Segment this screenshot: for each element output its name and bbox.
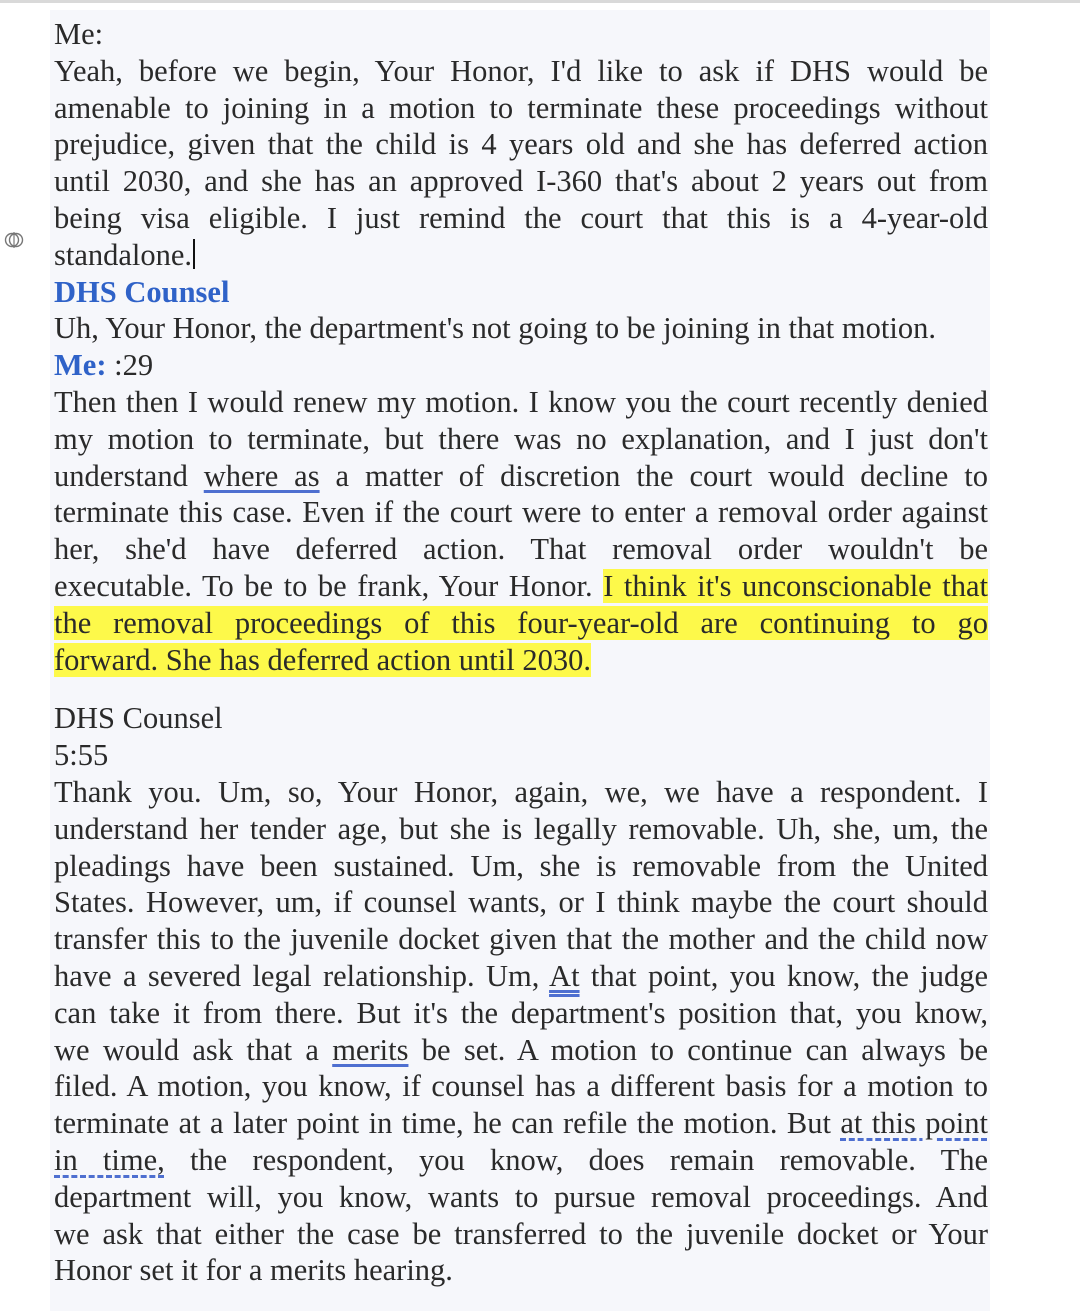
paragraph-line: my motion to terminate, but there was no explanation, and I just don't [54, 421, 988, 456]
highlighted-text: forward. She has deferred action until 2030. [54, 642, 591, 677]
paragraph-line-last: Honor set it for a merits hearing. [54, 1253, 453, 1288]
paragraph-line [54, 458, 988, 495]
paragraph-line-last [54, 237, 988, 274]
paragraph-line [54, 568, 988, 605]
paragraph-line: department will, you know, wants to pursue removal proceedings. And [54, 1179, 988, 1214]
paragraph-line: transfer this to the juvenile docket given that the mother and the child now [54, 922, 988, 957]
speaker-header [54, 347, 988, 384]
paragraph-line: Uh, Your Honor, the department's not going to be joining in that motion. [54, 311, 936, 346]
speaker-label: Me: [54, 348, 107, 383]
timestamp: 5:55 [54, 738, 109, 773]
top-divider [0, 0, 1080, 3]
paragraph-line: Thank you. Um, so, Your Honor, again, we, we have a respondent. I [54, 774, 988, 809]
speaker-label: DHS Counsel [54, 701, 223, 736]
highlighted-text: I think it's unconscionable that [603, 568, 988, 603]
highlighted-text: the removal proceedings of this four-year-old are continuing to go [54, 605, 988, 640]
text-run: have a severed legal relationship. Um, [54, 958, 550, 993]
paragraph-line: her, she'd have deferred action. That removal order wouldn't be [54, 532, 988, 567]
document-page[interactable] [50, 10, 990, 1311]
transcript-body[interactable] [54, 16, 988, 1289]
paragraph-gap [54, 678, 988, 700]
paragraph-line [54, 958, 988, 995]
text-run: the respondent, you know, does remain removable. The [164, 1142, 988, 1177]
paragraph-line: States. However, um, if counsel wants, or I think maybe the court should [54, 885, 988, 920]
paragraph-line [54, 1032, 988, 1069]
style-suggestion[interactable]: at this point [840, 1106, 988, 1141]
style-suggestion[interactable]: in time, [54, 1142, 165, 1177]
speaker-label: Me: [54, 17, 104, 51]
paragraph-line: filed. A motion, you know, if counsel has a different basis for a motion to [54, 1069, 988, 1104]
paragraph-line-last [54, 642, 988, 679]
paragraph-line: until 2030, and she has an approved I-360 that's about 2 years out from [54, 164, 988, 199]
paragraph-line [54, 605, 988, 642]
spelling-suggestion[interactable]: merits [332, 1032, 409, 1067]
paragraph-text: standalone. [54, 237, 193, 272]
paragraph-line: understand her tender age, but she is legally removable. Uh, she, um, the [54, 811, 988, 846]
paragraph-line: Then then I would renew my motion. I know you the court recently denied [54, 384, 988, 419]
paragraph-line: being visa eligible. I just remind the court that this is a 4-year-old [54, 200, 988, 235]
comment-marker-icon[interactable] [3, 229, 25, 251]
paragraph-line: amenable to joining in a motion to terminate these proceedings without [54, 90, 988, 125]
paragraph-line: terminate this case. Even if the court were to enter a removal order against [54, 495, 988, 530]
speaker-label: DHS Counsel [54, 274, 230, 309]
text-run: that point, you know, the judge [579, 958, 988, 993]
text-cursor [193, 239, 195, 269]
spelling-suggestion[interactable]: where as [203, 458, 320, 493]
text-run: understand [54, 458, 204, 493]
timestamp: :29 [106, 348, 154, 383]
paragraph-line: Yeah, before we begin, Your Honor, I'd like to ask if DHS would be [54, 53, 988, 88]
grammar-suggestion[interactable]: At [549, 958, 580, 993]
text-run: a matter of discretion the court would decline to [319, 458, 988, 493]
text-run: we would ask that a [54, 1032, 333, 1067]
paragraph-line [54, 1105, 988, 1142]
paragraph-line: we ask that either the case be transferred to the juvenile docket or Your [54, 1216, 988, 1251]
text-run: terminate at a later point in time, he can refile the motion. But [54, 1106, 841, 1141]
text-run: be set. A motion to continue can always be [408, 1032, 988, 1067]
paragraph-line: prejudice, given that the child is 4 years old and she has deferred action [54, 127, 988, 162]
paragraph-line [54, 1142, 988, 1179]
paragraph-line: pleadings have been sustained. Um, she is removable from the United [54, 848, 988, 883]
paragraph-line: can take it from there. But it's the department's position that, you know, [54, 995, 988, 1030]
text-run: executable. To be to be frank, Your Honor. [54, 568, 604, 603]
